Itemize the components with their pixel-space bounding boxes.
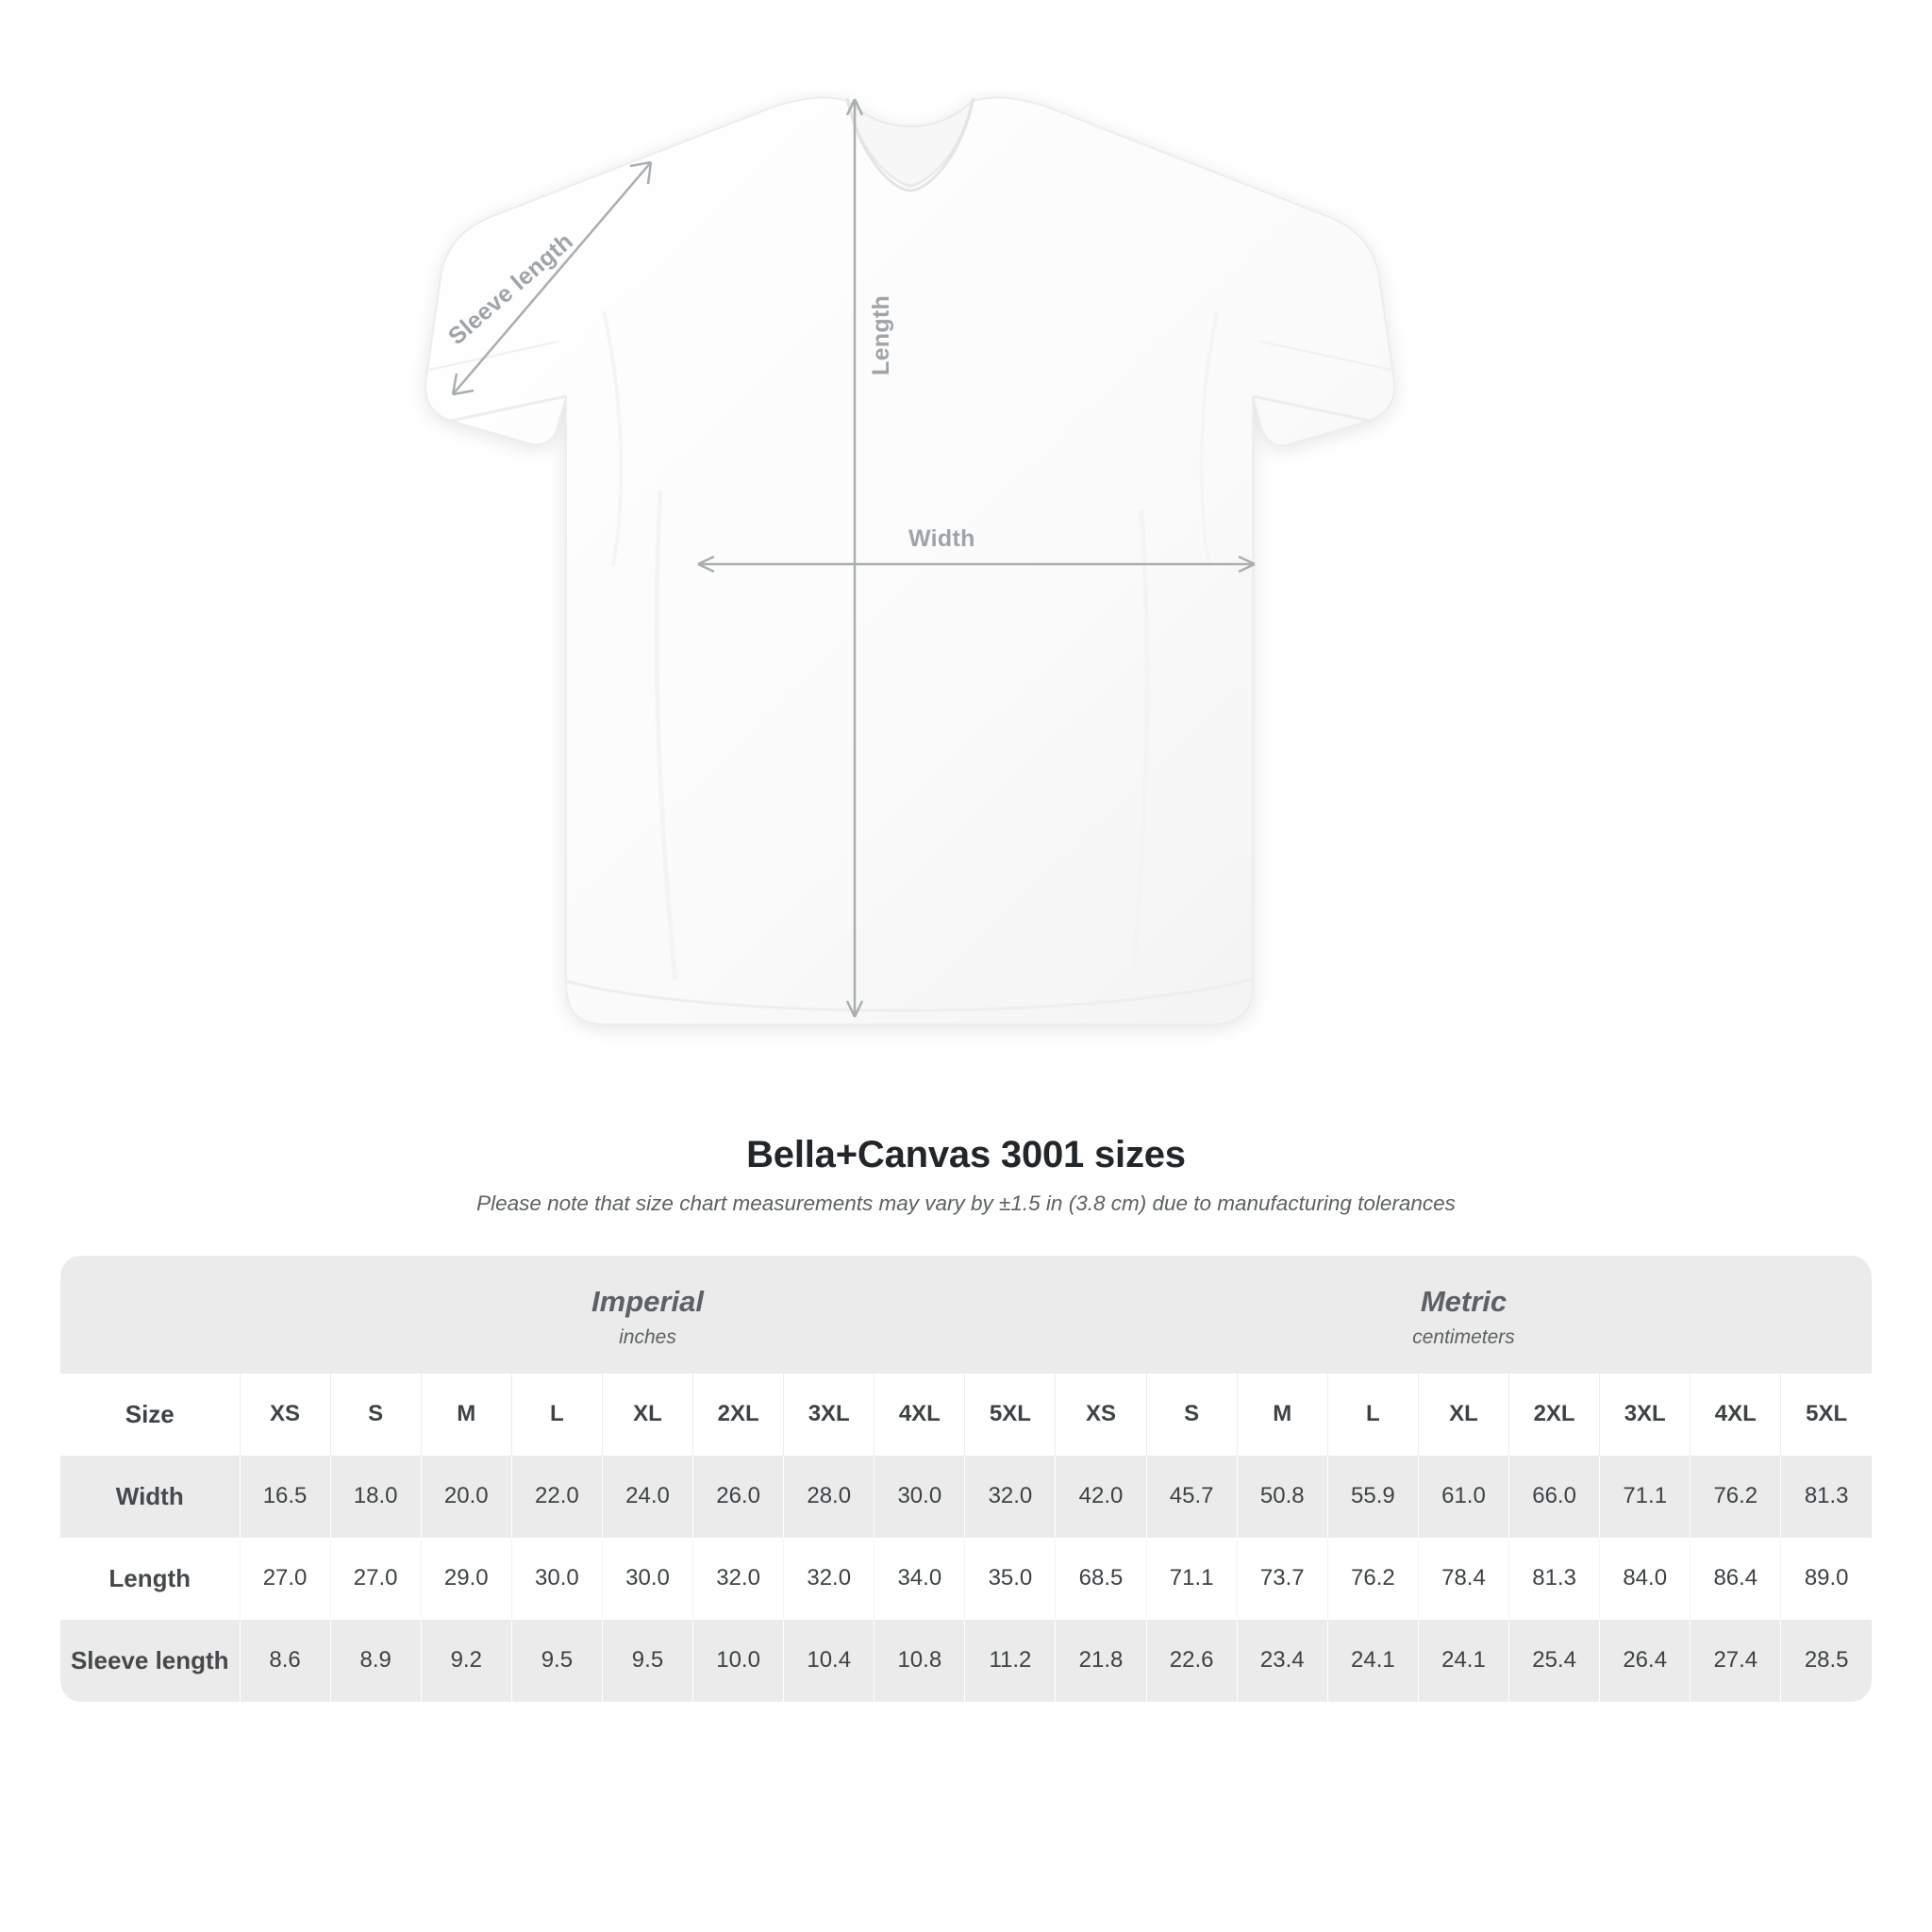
cell-length-imperial-3xl: 32.0 [784, 1538, 874, 1620]
cell-length-imperial-xl: 30.0 [602, 1538, 692, 1620]
cell-length-imperial-l: 30.0 [511, 1538, 602, 1620]
cell-sleeve-imperial-m: 9.2 [421, 1620, 511, 1702]
size-header-imperial-5xl: 5XL [965, 1374, 1056, 1456]
cell-sleeve-metric-xs: 21.8 [1056, 1620, 1146, 1702]
row-label-length: Length [108, 1563, 192, 1592]
cell-sleeve-metric-xl: 24.1 [1418, 1620, 1508, 1702]
size-header-metric-4xl: 4XL [1690, 1374, 1781, 1456]
size-header-metric-xl: XL [1418, 1374, 1508, 1456]
cell-width-imperial-l: 22.0 [511, 1456, 602, 1538]
width-dimension-label: Width [908, 525, 975, 552]
size-header-metric-l: L [1327, 1374, 1418, 1456]
table-row [60, 1456, 1872, 1538]
title-block [0, 1134, 1932, 1216]
cell-length-metric-xs: 68.5 [1056, 1538, 1146, 1620]
size-header-imperial-3xl: 3XL [784, 1374, 874, 1456]
unit-row-corner [60, 1256, 240, 1374]
unit-group-metric-sub: centimeters [1412, 1325, 1515, 1348]
page-title: Bella+Canvas 3001 sizes [746, 1134, 1186, 1175]
cell-width-metric-l: 55.9 [1327, 1456, 1418, 1538]
cell-sleeve-metric-5xl: 28.5 [1781, 1620, 1872, 1702]
size-header-metric-3xl: 3XL [1600, 1374, 1690, 1456]
cell-width-imperial-xl: 24.0 [602, 1456, 692, 1538]
cell-width-imperial-m: 20.0 [421, 1456, 511, 1538]
cell-sleeve-metric-s: 22.6 [1146, 1620, 1237, 1702]
unit-group-metric [1056, 1256, 1872, 1374]
row-label-sleeve-length: Sleeve length [60, 1620, 240, 1702]
cell-length-imperial-2xl: 32.0 [693, 1538, 784, 1620]
unit-group-imperial [240, 1256, 1056, 1374]
size-chart-table [60, 1256, 1872, 1702]
size-header-imperial-s: S [330, 1374, 421, 1456]
cell-length-metric-4xl: 86.4 [1690, 1538, 1781, 1620]
cell-sleeve-imperial-s: 8.9 [330, 1620, 421, 1702]
size-header-metric-xs: XS [1056, 1374, 1146, 1456]
cell-length-imperial-5xl: 35.0 [965, 1538, 1056, 1620]
cell-width-metric-xl: 61.0 [1418, 1456, 1508, 1538]
cell-width-imperial-s: 18.0 [330, 1456, 421, 1538]
size-header-metric-m: M [1237, 1374, 1327, 1456]
cell-length-imperial-4xl: 34.0 [874, 1538, 965, 1620]
cell-length-imperial-s: 27.0 [330, 1538, 421, 1620]
cell-width-imperial-4xl: 30.0 [874, 1456, 965, 1538]
cell-width-imperial-3xl: 28.0 [784, 1456, 874, 1538]
cell-width-imperial-xs: 16.5 [240, 1456, 330, 1538]
row-label-width: Width [60, 1456, 240, 1538]
cell-length-metric-m: 73.7 [1237, 1538, 1327, 1620]
cell-length-metric-l: 76.2 [1327, 1538, 1418, 1620]
cell-width-metric-3xl: 71.1 [1600, 1456, 1690, 1538]
cell-sleeve-metric-m: 23.4 [1237, 1620, 1327, 1702]
size-chart-table-wrap [60, 1256, 1872, 1702]
cell-length-imperial-m: 29.0 [421, 1538, 511, 1620]
size-header-metric-s: S [1146, 1374, 1237, 1456]
cell-sleeve-imperial-l: 9.5 [511, 1620, 602, 1702]
sleeve-length-dimension-label: Sleeve length [443, 227, 578, 351]
size-header-label: Size [60, 1374, 240, 1456]
cell-sleeve-metric-l: 24.1 [1327, 1620, 1418, 1702]
cell-width-metric-s: 45.7 [1146, 1456, 1237, 1538]
cell-sleeve-metric-2xl: 25.4 [1509, 1620, 1600, 1702]
cell-sleeve-imperial-4xl: 10.8 [874, 1620, 965, 1702]
cell-width-metric-m: 50.8 [1237, 1456, 1327, 1538]
cell-sleeve-metric-3xl: 26.4 [1600, 1620, 1690, 1702]
cell-width-metric-2xl: 66.0 [1509, 1456, 1600, 1538]
cell-width-imperial-2xl: 26.0 [693, 1456, 784, 1538]
unit-group-imperial-sub: inches [619, 1325, 676, 1348]
size-header-imperial-xl: XL [602, 1374, 692, 1456]
size-header-imperial-l: L [511, 1374, 602, 1456]
cell-length-metric-5xl: 89.0 [1781, 1538, 1872, 1620]
cell-sleeve-imperial-xl: 9.5 [602, 1620, 692, 1702]
size-header-imperial-2xl: 2XL [693, 1374, 784, 1456]
size-header-row [60, 1374, 1872, 1456]
size-header-imperial-xs: XS [240, 1374, 330, 1456]
unit-group-metric-name: Metric [1420, 1285, 1507, 1318]
cell-sleeve-imperial-5xl: 11.2 [965, 1620, 1056, 1702]
measurement-note: Please note that size chart measurements may vary by ±1.5 in (3.8 cm) due to manufacturing tolerances [476, 1191, 1456, 1215]
cell-sleeve-imperial-xs: 8.6 [240, 1620, 330, 1702]
cell-length-metric-3xl: 84.0 [1600, 1538, 1690, 1620]
size-header-imperial-4xl: 4XL [874, 1374, 965, 1456]
cell-length-metric-2xl: 81.3 [1509, 1538, 1600, 1620]
cell-width-metric-xs: 42.0 [1056, 1456, 1146, 1538]
table-row [60, 1620, 1872, 1702]
cell-sleeve-imperial-2xl: 10.0 [693, 1620, 784, 1702]
cell-sleeve-imperial-3xl: 10.4 [784, 1620, 874, 1702]
length-dimension-label: Length [868, 294, 894, 375]
size-header-imperial-m: M [421, 1374, 511, 1456]
cell-width-metric-4xl: 76.2 [1690, 1456, 1781, 1538]
cell-length-metric-xl: 78.4 [1418, 1538, 1508, 1620]
cell-sleeve-metric-4xl: 27.4 [1690, 1620, 1781, 1702]
cell-length-imperial-xs: 27.0 [240, 1538, 330, 1620]
table-row [60, 1538, 1872, 1620]
unit-group-imperial-name: Imperial [591, 1285, 704, 1318]
cell-width-imperial-5xl: 32.0 [965, 1456, 1056, 1538]
unit-system-row [60, 1256, 1872, 1374]
size-header-metric-5xl: 5XL [1781, 1374, 1872, 1456]
size-header-metric-2xl: 2XL [1509, 1374, 1600, 1456]
cell-width-metric-5xl: 81.3 [1781, 1456, 1872, 1538]
cell-length-metric-s: 71.1 [1146, 1538, 1237, 1620]
